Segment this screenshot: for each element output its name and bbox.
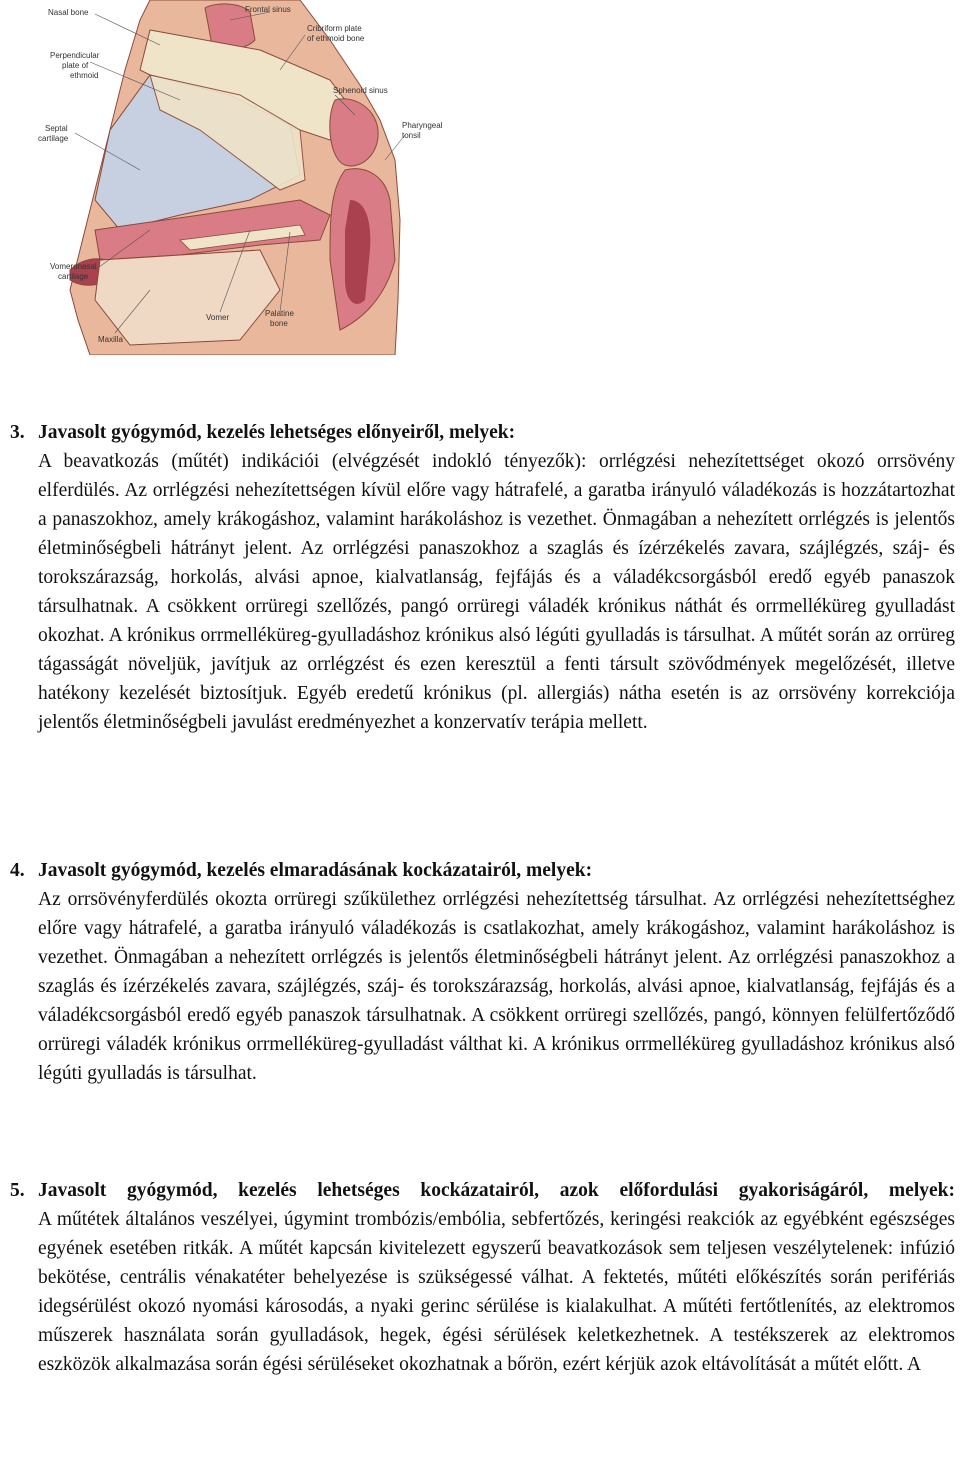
section-body: Az orrsövényferdülés okozta orrüregi szűkülethez orrlégzési nehezítettség társulhat. Az orrlégzési nehezítettséghez előre vagy hátrafelé, a garatba irányuló váladékozás is csatlakozhat, amely krákogáshoz, valamint harákoláshoz is vezethet. Önmagában a nehezített orrlégzés is jelentős életminőségbeli hátrányt jelent. Az orrlégzési panaszokhoz a szaglás és ízérzékelés zavara, szájlégzés, száj- és torokszárazság, horkolás, alvási apnoe, kialvatlanság, fejfájás és a váladékcsorgásból eredő egyéb panaszok társulhatnak. A csökkent orrüregi szellőzés, pangó, könnyen felülfertőződő orrüregi váladék krónikus orrmelléküreg-gyulladást válthat ki. A krónikus orrmelléküreg gyulladáshoz krónikus alsó légúti gyulladás is társulhat. xyxy=(38,889,955,1084)
section-4 xyxy=(10,856,955,1088)
label-pharyngeal-2: tonsil xyxy=(402,131,421,140)
section-5 xyxy=(10,1176,955,1379)
section-body: A műtétek általános veszélyei, úgymint trombózis/embólia, sebfertőzés, keringési reakciók az egyébként egészséges egyének esetében ritkák. A műtét kapcsán kivitelezett egyszerű beavatkozások sem teljesen veszélytelenek: infúzió bekötése, centrális vénakatéter behelyezése is szükségessé válhat. A fektetés, műtéti előkészítés során perifériás idegsérülést okozó nyomási károsodás, a nyaki gerinc sérülése is kialakulhat. A műtéti fertőtlenítés, az elektromos műszerek használata során gyulladások, hegek, égési sérülések keletkezhetnek. A testékszerek az elektromos eszközök alkalmazása során égési sérüléseket okozhatnak a bőrön, ezért kérjük azok eltávolítását a műtét előtt. A xyxy=(38,1209,955,1375)
label-sphenoid-sinus: Sphenoid sinus xyxy=(333,86,388,95)
label-frontal-sinus: Frontal sinus xyxy=(245,5,291,14)
label-maxilla: Maxilla xyxy=(98,335,123,344)
label-vomeronasal-2: cartilage xyxy=(58,272,89,281)
label-cribriform-1: Cribriform plate xyxy=(307,24,362,33)
label-vomeronasal-1: Vomeronasal xyxy=(50,262,97,271)
anatomy-figure xyxy=(0,0,470,355)
label-septal-1: Septal xyxy=(45,124,68,133)
label-palatine-1: Palatine xyxy=(265,309,294,318)
label-perpendicular-2: plate of xyxy=(62,61,89,70)
label-cribriform-2: of ethmoid bone xyxy=(307,34,365,43)
section-heading xyxy=(10,1176,955,1205)
section-heading xyxy=(10,856,955,885)
section-number: 4. xyxy=(10,860,25,881)
section-number: 3. xyxy=(10,422,25,443)
label-pharyngeal-1: Pharyngeal xyxy=(402,121,443,130)
label-nasal-bone: Nasal bone xyxy=(48,8,89,17)
section-3 xyxy=(10,418,955,737)
label-septal-2: cartilage xyxy=(38,134,69,143)
nasal-cavity-illustration xyxy=(0,0,470,355)
section-number: 5. xyxy=(10,1180,25,1201)
label-palatine-2: bone xyxy=(270,319,288,328)
section-title: Javasolt gyógymód, kezelés elmaradásának kockázatairól, melyek: xyxy=(38,860,593,881)
section-title: Javasolt gyógymód, kezelés lehetséges előnyeiről, melyek: xyxy=(38,422,516,443)
section-heading xyxy=(10,418,955,447)
label-vomer: Vomer xyxy=(206,313,230,322)
label-perpendicular-1: Perpendicular xyxy=(50,51,100,60)
section-title: Javasolt gyógymód, kezelés lehetséges kockázatairól, azok előfordulási gyakoriságáról, melyek: xyxy=(38,1180,955,1201)
section-body: A beavatkozás (műtét) indikációi (elvégzését indokló tényezők): orrlégzési nehezítettséget okozó orrsövény elferdülés. Az orrlégzési nehezítettségen kívül előre vagy hátrafelé, a garatba irányuló váladékozás is hozzátartozhat a panaszokhoz, amely krákogáshoz, valamint harákoláshoz is vezethet. Önmagában a nehezített orrlégzés is jelentős életminőségbeli hátrányt jelent. Az orrlégzési panaszokhoz a szaglás és ízérzékelés zavara, szájlégzés, száj- és torokszárazság, horkolás, alvási apnoe, kialvatlanság, fejfájás és a váladékcsorgásból eredő egyéb panaszok társulhatnak. A csökkent orrüregi szellőzés, pangó orrüregi váladék krónikus náthát és orrmelléküreg gyulladást okozhat. A krónikus orrmelléküreg-gyulladáshoz krónikus alsó légúti gyulladás is társulhat. A műtét során az orrüreg tágasságát növeljük, javítjuk az orrlégzést és ezen keresztül a fenti társult szövődmények megelőzését, illetve hatékony kezelését biztosítjuk. Egyéb eredetű krónikus (pl. allergiás) nátha esetén is az orrsövény korrekciója jelentős életminőségbeli javulást eredményezhet a konzervatív terápia mellett. xyxy=(38,451,955,733)
label-perpendicular-3: ethmoid xyxy=(70,71,99,80)
